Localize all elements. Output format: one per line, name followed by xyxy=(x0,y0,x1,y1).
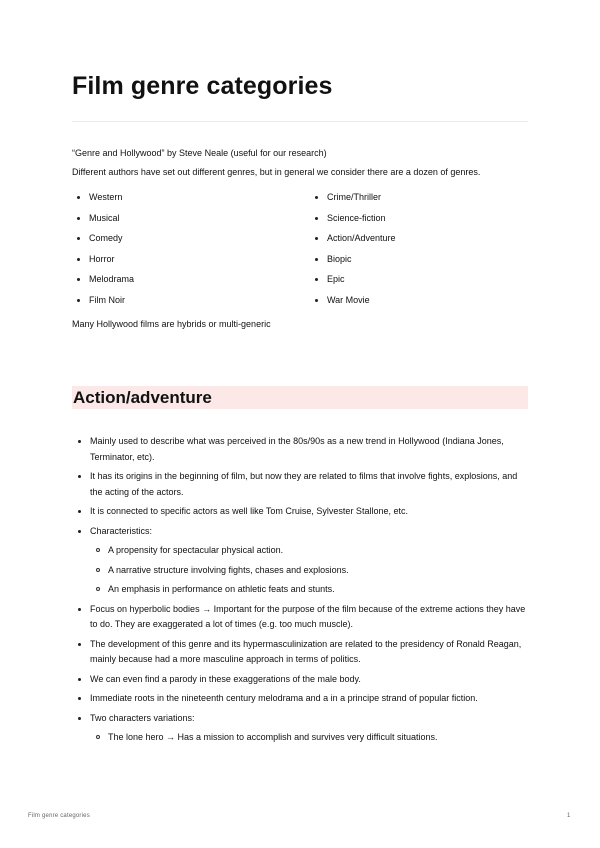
footer-title: Film genre categories xyxy=(28,813,90,819)
genre-label: Action/Adventure xyxy=(327,233,396,243)
bullet-icon xyxy=(78,475,81,478)
genre-list-item xyxy=(310,295,530,316)
genre-list-item xyxy=(72,233,292,254)
bullet-icon xyxy=(78,643,81,646)
bullet-icon xyxy=(315,299,318,302)
list-item-text: A propensity for spectacular physical action. xyxy=(108,545,284,555)
hybrid-note: Many Hollywood films are hybrids or multi-generic xyxy=(72,319,271,329)
list-item-text: Immediate roots in the nineteenth century melodrama and a in a principe strand of popular fiction. xyxy=(90,693,478,703)
genre-label: Science-fiction xyxy=(327,212,386,223)
bullet-icon xyxy=(78,717,81,720)
genre-list-item xyxy=(72,295,292,316)
genre-list-item xyxy=(72,254,292,275)
genre-list-right xyxy=(310,192,530,315)
source-paragraph: “Genre and Hollywood” by Steve Neale (useful for our research) xyxy=(72,148,327,158)
sub-list-item xyxy=(72,563,528,579)
bullet-icon xyxy=(78,697,81,700)
genre-list-item xyxy=(310,233,530,254)
bullet-icon xyxy=(78,510,81,513)
bullet-icon xyxy=(77,258,80,261)
circle-bullet-icon xyxy=(96,735,100,739)
title-divider xyxy=(72,121,528,122)
genre-list-item xyxy=(310,254,530,275)
genre-list-item xyxy=(310,213,530,234)
list-item xyxy=(72,434,528,465)
genre-label: Epic xyxy=(327,274,345,284)
page-title: Film genre categories xyxy=(72,72,333,100)
list-item xyxy=(72,711,528,727)
genre-label: Film Noir xyxy=(89,294,125,305)
list-item xyxy=(72,469,528,500)
list-item xyxy=(72,637,528,668)
genre-label: Horror xyxy=(89,253,115,264)
bullet-icon xyxy=(77,278,80,281)
genre-list-left xyxy=(72,192,292,315)
genre-label: Musical xyxy=(89,212,120,223)
footer-page-number: 1 xyxy=(567,813,571,819)
bullet-icon xyxy=(78,608,81,611)
bullet-icon xyxy=(77,196,80,199)
list-item-text: It has its origins in the beginning of film, but now they are related to films that involve fights, explosions, and the acting of the actors. xyxy=(90,471,518,497)
bullet-icon xyxy=(315,217,318,220)
section-heading-block xyxy=(72,386,528,409)
bullet-icon xyxy=(315,196,318,199)
bullet-icon xyxy=(77,237,80,240)
circle-bullet-icon xyxy=(96,568,100,572)
genre-label: War Movie xyxy=(327,294,370,305)
list-item xyxy=(72,602,528,633)
summary-paragraph: Different authors have set out different genres, but in general we consider there are a dozen of genres. xyxy=(72,167,481,177)
list-item-text: An emphasis in performance on athletic feats and stunts. xyxy=(108,584,335,594)
bullet-icon xyxy=(315,258,318,261)
genre-label: Crime/Thriller xyxy=(327,192,381,202)
list-item xyxy=(72,524,528,540)
section-heading: Action/adventure xyxy=(73,388,212,407)
bullet-icon xyxy=(315,237,318,240)
list-item-text: We can even find a parody in these exaggerations of the male body. xyxy=(90,673,361,684)
list-item-text: A narrative structure involving fights, chases and explosions. xyxy=(108,564,349,575)
list-item xyxy=(72,672,528,688)
sub-list-item xyxy=(72,582,528,598)
circle-bullet-icon xyxy=(96,548,100,552)
list-item-text: Two characters variations: xyxy=(90,712,195,723)
genre-list-item xyxy=(72,192,292,213)
section-bullet-list xyxy=(72,434,528,746)
list-item xyxy=(72,691,528,707)
sub-list-item xyxy=(72,543,528,559)
list-item-text: The development of this genre and its hypermasculinization are related to the presidency of Ronald Reagan, mainly because had a more masculine approach in terms of politics. xyxy=(90,638,522,664)
bullet-icon xyxy=(78,678,81,681)
genre-list-item xyxy=(310,274,530,295)
genre-label: Comedy xyxy=(89,233,123,243)
list-item-text: Mainly used to describe what was perceived in the 80s/90s as a new trend in Hollywood (Indiana Jones, Terminator, etc). xyxy=(90,436,504,462)
genre-list-item xyxy=(72,213,292,234)
genre-list-item xyxy=(72,274,292,295)
circle-bullet-icon xyxy=(96,587,100,591)
list-item-text: The lone hero → Has a mission to accomplish and survives very difficult situations. xyxy=(108,732,438,742)
sub-list-item xyxy=(72,730,528,746)
genre-list-item xyxy=(310,192,530,213)
list-item-text: It is connected to specific actors as well like Tom Cruise, Sylvester Stallone, etc. xyxy=(90,506,408,516)
list-item-text: Focus on hyperbolic bodies → Important for the purpose of the film because of the extreme actions they have to do. They are exaggerated a lot of times (e.g. too much muscle). xyxy=(90,603,526,629)
bullet-icon xyxy=(77,217,80,220)
bullet-icon xyxy=(315,278,318,281)
bullet-icon xyxy=(78,440,81,443)
list-item-text: Characteristics: xyxy=(90,525,153,536)
bullet-icon xyxy=(77,299,80,302)
genre-label: Western xyxy=(89,192,123,202)
list-item xyxy=(72,504,528,520)
bullet-icon xyxy=(78,530,81,533)
genre-label: Biopic xyxy=(327,253,352,264)
genre-label: Melodrama xyxy=(89,274,135,284)
